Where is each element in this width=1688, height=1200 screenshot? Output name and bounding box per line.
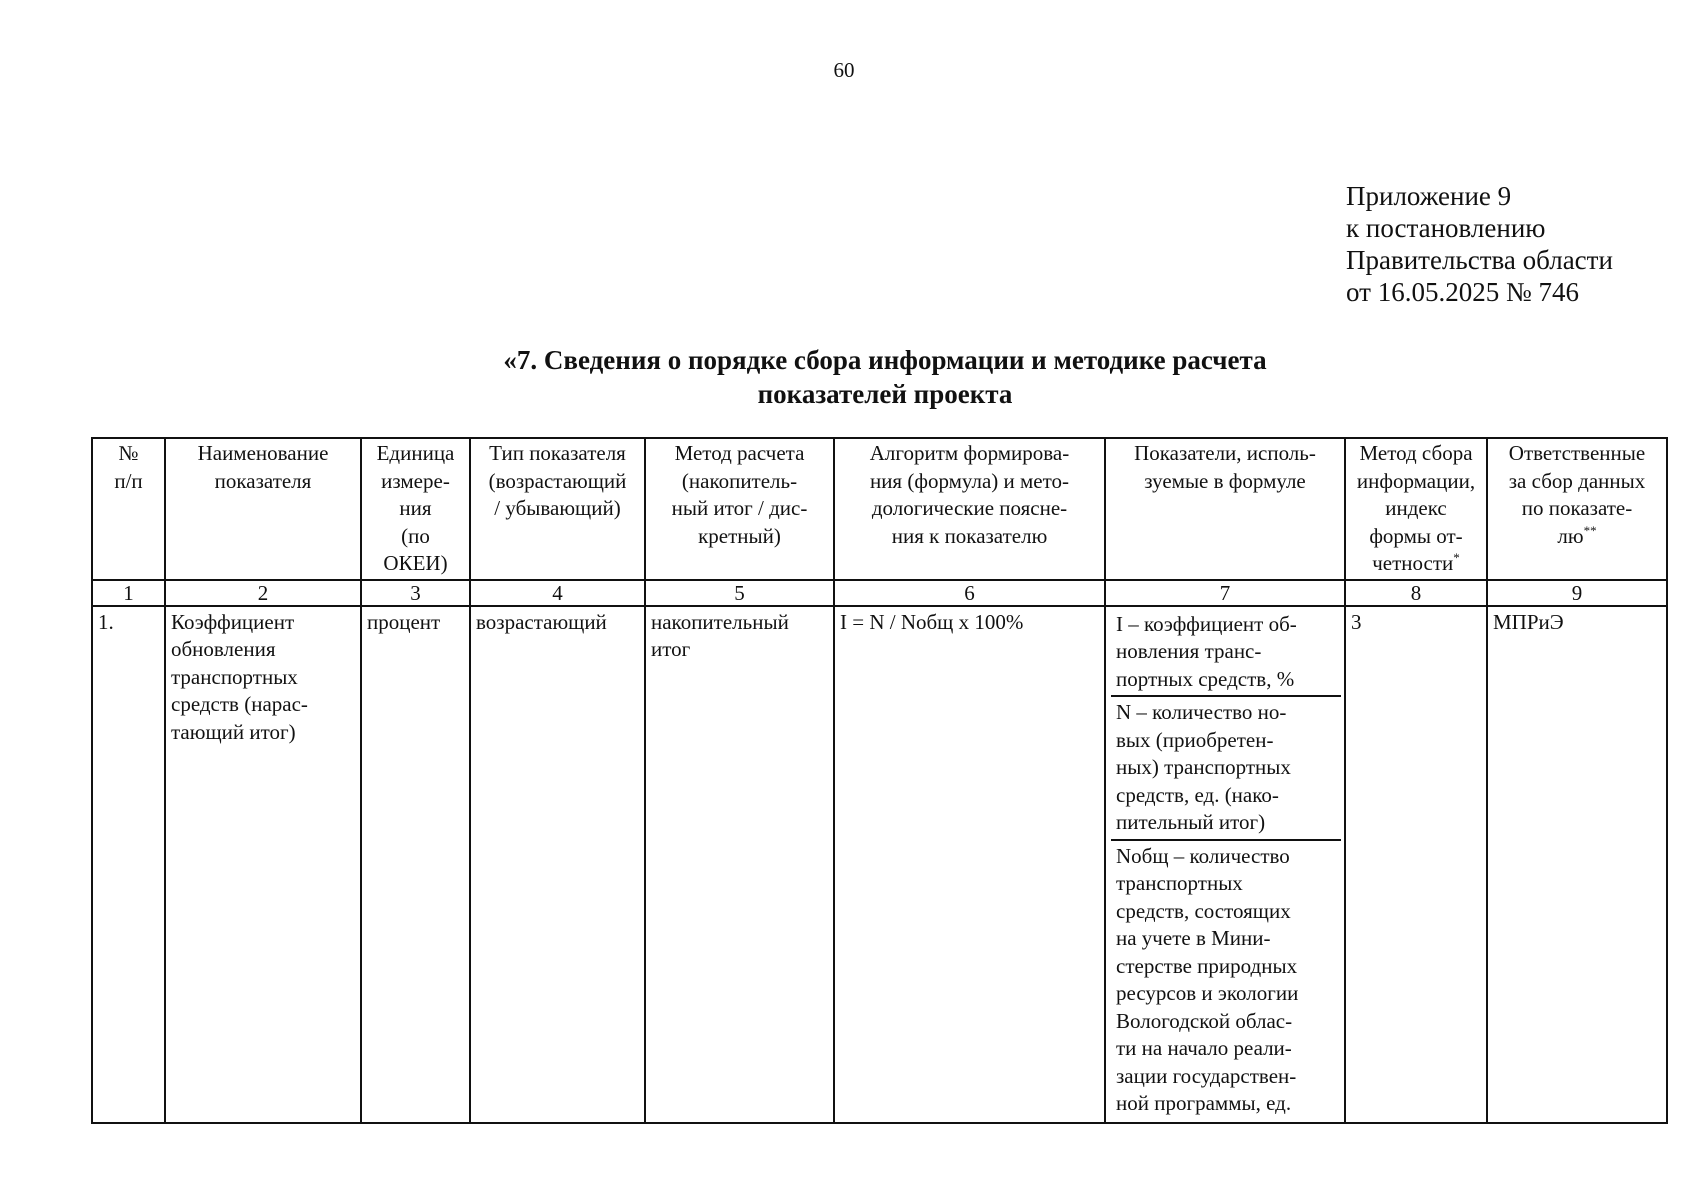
header-line: измере- — [381, 468, 450, 493]
header-cell-unit — [361, 438, 470, 580]
column-number-row — [92, 580, 1667, 606]
title-line: «7. Сведения о порядке сбора информации и методике расчета — [503, 345, 1267, 375]
cell-line: ной программы, ед. — [1116, 1091, 1292, 1115]
cell-line: ти на начало реали- — [1116, 1036, 1292, 1060]
header-line: ный итог / дис- — [671, 496, 808, 520]
column-number: 8 — [1345, 580, 1487, 606]
column-number: 1 — [92, 580, 165, 606]
cell-line: I – коэффициент об- — [1116, 611, 1297, 636]
type-cell: возрастающий — [470, 606, 645, 1123]
indicator-name — [165, 606, 361, 1123]
column-number: 5 — [645, 580, 834, 606]
indicator-table — [91, 437, 1668, 1124]
header-cell-algorithm — [834, 438, 1105, 580]
header-cell-name — [165, 438, 361, 580]
cell-line: средств, ед. (нако- — [1116, 782, 1279, 807]
cell-line: новления транс- — [1116, 639, 1262, 663]
header-line: / убывающий) — [494, 496, 621, 520]
collection-method-cell: 3 — [1345, 606, 1487, 1123]
column-number: 4 — [470, 580, 645, 606]
cell-line: средств, состоящих — [1116, 898, 1291, 923]
header-line: № — [118, 441, 139, 465]
row-number: 1. — [92, 606, 165, 1123]
header-line: ния к показателю — [891, 523, 1048, 548]
header-line: показателя — [214, 468, 312, 493]
header-cell-responsible — [1487, 438, 1667, 580]
unit-cell: процент — [361, 606, 470, 1123]
page-number: 60 — [833, 58, 855, 82]
column-number: 9 — [1487, 580, 1667, 606]
cell-line: ресурсов и экологии — [1116, 981, 1299, 1005]
header-line: информации, — [1356, 468, 1476, 493]
header-text: четности — [1372, 551, 1454, 575]
responsible-cell: МПРиЭ — [1487, 606, 1667, 1123]
header-line: ния (формула) и мето- — [869, 468, 1070, 493]
header-line — [1491, 523, 1663, 551]
header-line: (по — [401, 523, 430, 548]
column-number: 6 — [834, 580, 1105, 606]
footnote-mark: ** — [1583, 522, 1597, 538]
appendix-line: к постановлению — [1346, 213, 1546, 243]
header-line: индекс — [1385, 496, 1447, 520]
cell-line: вых (приобретен- — [1116, 727, 1274, 752]
cell-line: Nобщ – количество — [1116, 843, 1290, 868]
cell-line: накопительный — [651, 609, 789, 634]
table-row — [92, 606, 1667, 1123]
header-line: формы от- — [1369, 523, 1463, 548]
column-number: 7 — [1105, 580, 1345, 606]
header-line: ния — [399, 496, 432, 520]
header-line: Показатели, исполь- — [1134, 441, 1316, 465]
header-cell-num — [92, 438, 165, 580]
cell-line: транспортных — [171, 664, 298, 689]
header-line: зуемые в формуле — [1144, 468, 1306, 493]
indicators-cell — [1105, 606, 1345, 1123]
cell-line: обновления — [171, 637, 276, 661]
header-row — [92, 438, 1667, 580]
header-line: (возрастающий — [488, 468, 627, 493]
cell-line: Вологодской облас- — [1116, 1008, 1293, 1033]
header-line: п/п — [114, 468, 143, 493]
formula-cell: I = N / Nобщ x 100% — [834, 606, 1105, 1123]
footnote-mark: * — [1453, 550, 1460, 565]
cell-line: портных средств, % — [1116, 666, 1295, 691]
header-line: за сбор данных — [1508, 468, 1646, 493]
cell-line: на учете в Мини- — [1116, 926, 1271, 950]
cell-line: зации государствен- — [1116, 1063, 1297, 1088]
method-cell — [645, 606, 834, 1123]
header-line: по показате- — [1521, 496, 1633, 520]
header-line: Метод расчета — [674, 441, 805, 465]
cell-line: ных) транспортных — [1116, 755, 1291, 779]
header-line: дологические поясне- — [871, 496, 1068, 520]
indicator-definition-n — [1111, 697, 1341, 841]
header-line: Ответственные — [1508, 441, 1646, 465]
appendix-line: Приложение 9 — [1346, 181, 1512, 211]
header-cell-method — [645, 438, 834, 580]
cell-line: стерстве природных — [1116, 953, 1298, 978]
cell-line: тающий итог) — [171, 719, 296, 744]
cell-line: средств (нарас- — [171, 692, 308, 716]
column-number: 2 — [165, 580, 361, 606]
indicator-definition-ntotal — [1111, 841, 1341, 1120]
header-cell-type — [470, 438, 645, 580]
header-line: (накопитель- — [681, 468, 798, 493]
column-number: 3 — [361, 580, 470, 606]
header-line: Алгоритм формирова- — [869, 441, 1070, 465]
header-text: лю — [1557, 523, 1584, 548]
appendix-header — [1346, 180, 1613, 308]
header-line: Тип показателя — [489, 441, 626, 465]
cell-line: Коэффициент — [171, 609, 295, 634]
indicator-definition-i — [1111, 609, 1341, 698]
header-line: Наименование — [197, 441, 329, 465]
cell-line: N – количество но- — [1116, 700, 1287, 724]
appendix-line: от 16.05.2025 № 746 — [1346, 277, 1579, 307]
header-line: ОКЕИ) — [383, 551, 448, 575]
cell-line: итог — [651, 637, 691, 661]
cell-line: транспортных — [1116, 871, 1243, 895]
header-line: кретный) — [698, 523, 781, 548]
header-line: Единица — [376, 441, 455, 465]
header-line: Метод сбора — [1359, 441, 1473, 465]
cell-line: пительный итог) — [1116, 810, 1266, 834]
header-cell-indicators — [1105, 438, 1345, 580]
document-title — [250, 343, 1520, 411]
header-cell-collection — [1345, 438, 1487, 580]
appendix-line: Правительства области — [1346, 245, 1613, 275]
header-line — [1349, 550, 1483, 578]
title-line: показателей проекта — [757, 379, 1013, 409]
